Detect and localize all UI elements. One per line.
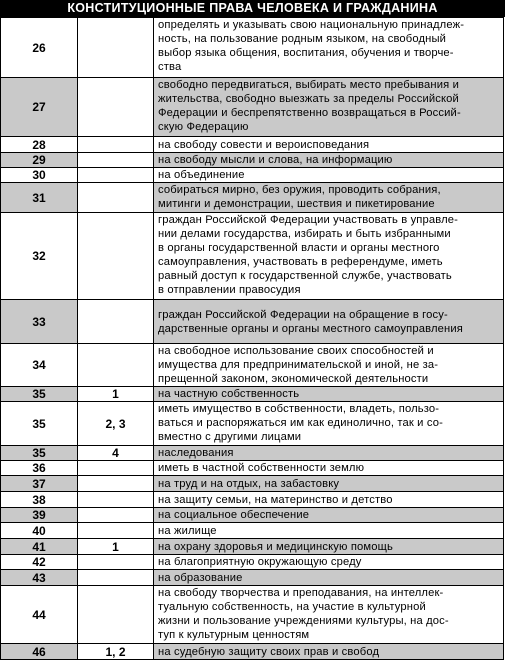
right-description: на благоприятную окружающую среду (158, 556, 362, 568)
right-description-cell (154, 461, 504, 476)
right-description: иметь имущество в собственности, владеть, пользо- ваться и распоряжаться им как единолично, так и со- вместно с другими лицами (158, 403, 443, 443)
right-description: на свободное использование своих способностей и имущества для предпринимательской и иной, не за- прещенной законом, экономической деятельности (158, 345, 439, 385)
article-number: 42 (1, 555, 78, 570)
right-description: на труд и на отдых, на забастовку (158, 477, 340, 490)
article-number: 33 (1, 300, 78, 344)
article-number: 35 (1, 387, 78, 402)
right-description: на социальное обеспечение (158, 509, 310, 521)
article-part: 1 (78, 539, 154, 555)
table-row (1, 461, 504, 476)
article-number: 46 (1, 644, 78, 660)
table-row (1, 570, 504, 586)
article-number: 27 (1, 78, 78, 137)
table-row (1, 476, 504, 492)
right-description-cell (154, 555, 504, 570)
right-description: на свободу мысли и слова, на информацию (158, 154, 393, 166)
article-number: 30 (1, 168, 78, 183)
article-number: 35 (1, 446, 78, 461)
right-description: собираться мирно, без оружия, проводить собрания, митинги и демонстрации, шествия и пикетирование (158, 184, 441, 210)
right-description-cell (154, 476, 504, 492)
right-description-cell (154, 18, 504, 78)
article-part (78, 213, 154, 300)
right-description-cell (154, 492, 504, 508)
right-description: определять и указывать свою национальную принадлеж- ность, на пользование родным языком, на свободный выбор языка общения, воспитания, обучения и творче- ства (158, 19, 465, 73)
right-description: иметь в частной собственности землю (158, 462, 365, 474)
right-description-cell (154, 78, 504, 137)
table-row (1, 492, 504, 508)
article-part (78, 461, 154, 476)
article-part (78, 153, 154, 168)
rights-table (0, 17, 504, 660)
right-description: на судебную защиту своих прав и свобод (158, 645, 380, 658)
right-description-cell (154, 570, 504, 586)
right-description-cell (154, 586, 504, 644)
right-description: на частную собственность (158, 388, 300, 400)
article-part: 1 (78, 387, 154, 402)
table-row (1, 387, 504, 402)
right-description: наследования (158, 447, 234, 459)
rights-table-body (1, 18, 504, 660)
article-part (78, 523, 154, 539)
right-description-cell (154, 344, 504, 387)
article-part (78, 168, 154, 183)
article-number: 39 (1, 508, 78, 523)
right-description-cell (154, 137, 504, 153)
right-description: на свободу творчества и преподавания, на интеллек- туальную собственность, на участие в культурной жизни и пользование учреждениями культуры, на дос- туп к культурным ценностям (158, 587, 449, 641)
table-row (1, 555, 504, 570)
article-part (78, 508, 154, 523)
right-description-cell (154, 300, 504, 344)
article-number: 40 (1, 523, 78, 539)
article-number: 38 (1, 492, 78, 508)
article-part (78, 344, 154, 387)
article-number: 32 (1, 213, 78, 300)
table-row (1, 183, 504, 213)
table-row (1, 213, 504, 300)
article-part (78, 555, 154, 570)
article-part (78, 586, 154, 644)
right-description-cell (154, 213, 504, 300)
right-description-cell (154, 523, 504, 539)
right-description: на объединение (158, 169, 245, 181)
table-row (1, 344, 504, 387)
table-row (1, 137, 504, 153)
right-description-cell (154, 387, 504, 402)
right-description-cell (154, 153, 504, 168)
article-part: 1, 2 (78, 644, 154, 660)
table-row (1, 78, 504, 137)
table-row (1, 153, 504, 168)
article-number: 31 (1, 183, 78, 213)
table-row (1, 402, 504, 446)
article-part (78, 18, 154, 78)
right-description: граждан Российской Федерации на обращение в госу- дарственные органы и органы местного самоуправления (158, 309, 463, 335)
right-description-cell (154, 402, 504, 446)
article-number: 26 (1, 18, 78, 78)
right-description-cell (154, 168, 504, 183)
article-number: 41 (1, 539, 78, 555)
article-part (78, 183, 154, 213)
article-number: 28 (1, 137, 78, 153)
right-description-cell (154, 508, 504, 523)
article-part: 2, 3 (78, 402, 154, 446)
page-title: КОНСТИТУЦИОННЫЕ ПРАВА ЧЕЛОВЕКА И ГРАЖДАНИНА (0, 0, 505, 17)
article-part (78, 492, 154, 508)
table-row (1, 300, 504, 344)
right-description: на свободу совести и вероисповедания (158, 138, 370, 151)
article-part (78, 570, 154, 586)
article-part (78, 476, 154, 492)
table-row (1, 644, 504, 660)
article-part (78, 137, 154, 153)
article-number: 37 (1, 476, 78, 492)
right-description: на образование (158, 571, 243, 584)
right-description-cell (154, 539, 504, 555)
right-description-cell (154, 644, 504, 660)
right-description: на защиту семьи, на материнство и детство (158, 493, 393, 506)
article-part: 4 (78, 446, 154, 461)
right-description: на жилище (158, 524, 217, 537)
article-number: 35 (1, 402, 78, 446)
table-row (1, 586, 504, 644)
table-row (1, 18, 504, 78)
table-row (1, 508, 504, 523)
article-number: 36 (1, 461, 78, 476)
table-row (1, 523, 504, 539)
right-description-cell (154, 183, 504, 213)
table-row (1, 539, 504, 555)
right-description: на охрану здоровья и медицинскую помощь (158, 540, 393, 553)
right-description: граждан Российской Федерации участвовать в управле- нии делами государства, избирать и быть избранными в органы государственной власти и органы местного самоуправления, участвовать в референдуме, иметь равный доступ к государственной службе, участвовать в отправлении правосудия (158, 214, 459, 296)
article-number: 34 (1, 344, 78, 387)
article-number: 29 (1, 153, 78, 168)
article-number: 43 (1, 570, 78, 586)
right-description: свободно передвигаться, выбирать место пребывания и жительства, свободно выезжать за пределы Российской Федерации и беспрепятственно возвращаться в Россий- скую Федерацию (158, 79, 461, 133)
article-number: 44 (1, 586, 78, 644)
article-part (78, 300, 154, 344)
right-description-cell (154, 446, 504, 461)
table-row (1, 446, 504, 461)
table-row (1, 168, 504, 183)
article-part (78, 78, 154, 137)
